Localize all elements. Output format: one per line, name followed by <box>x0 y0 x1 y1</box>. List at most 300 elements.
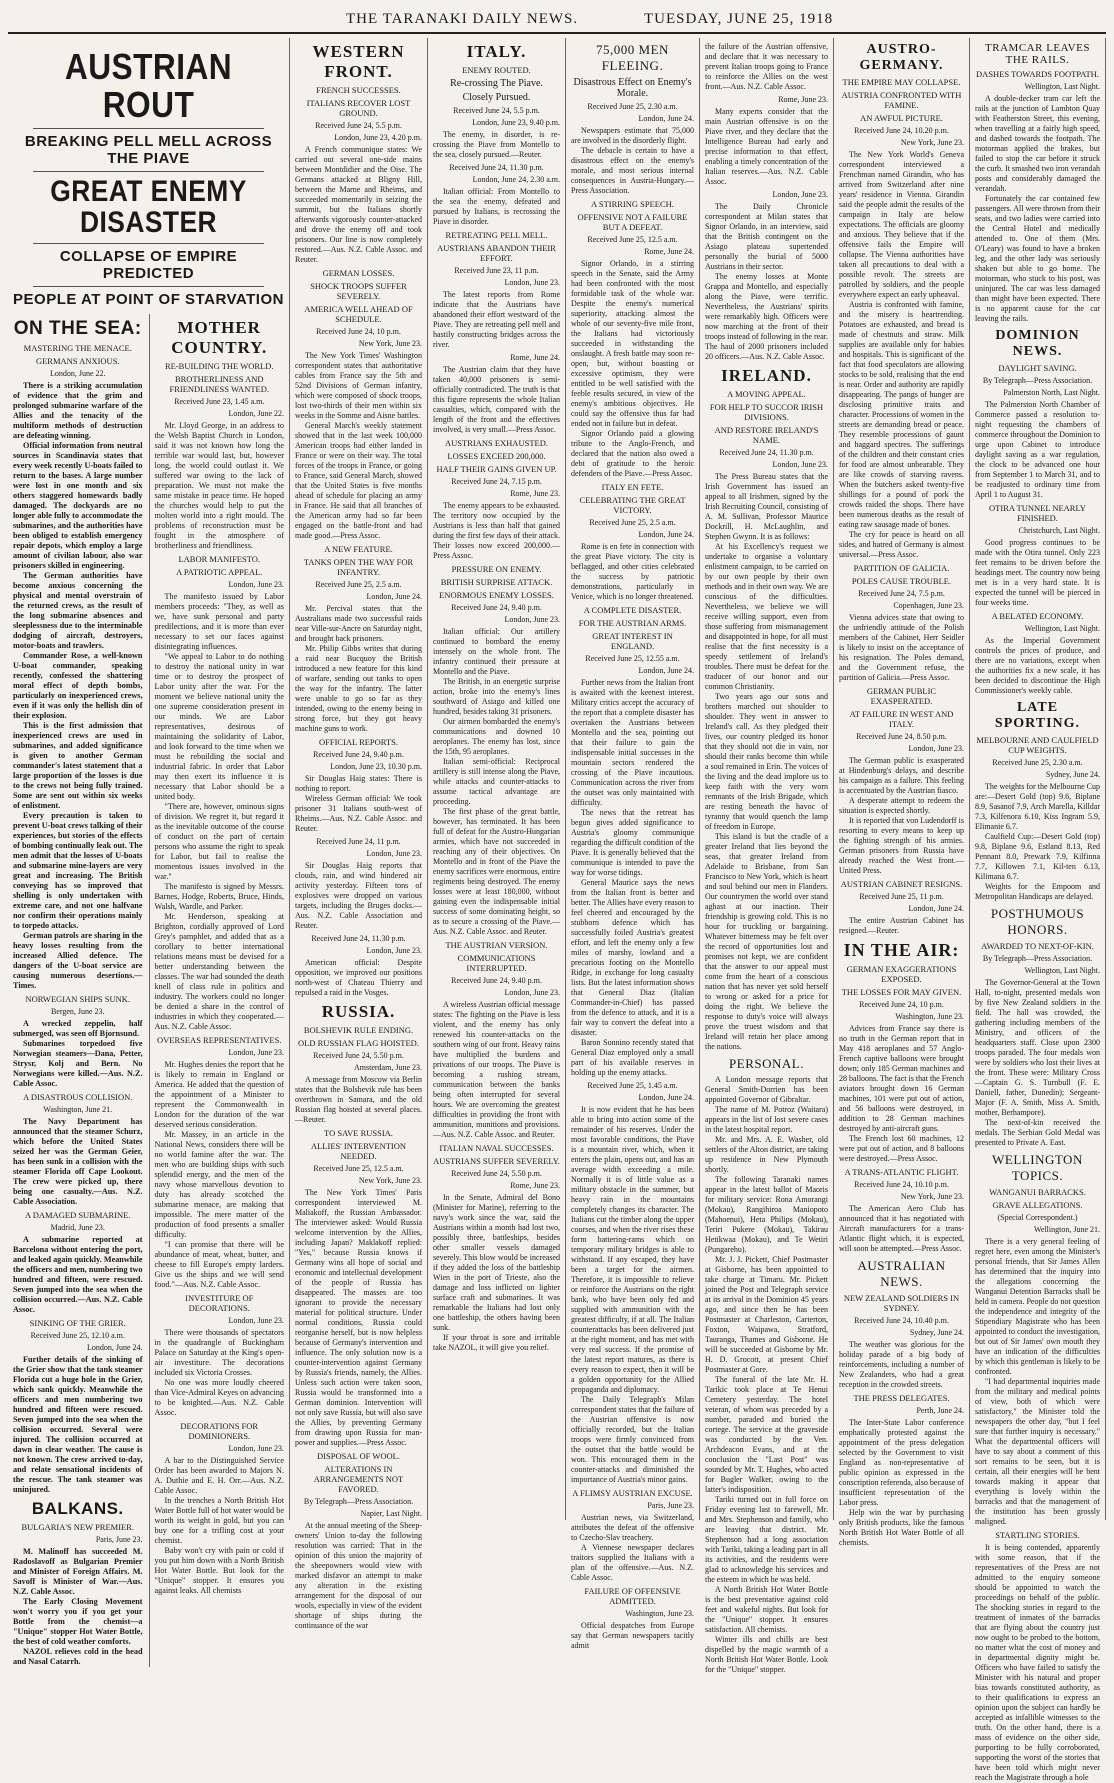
dateline: Received June 24, 7.5 p.m. <box>858 589 945 598</box>
paragraph: The Daily Chronicle correspondent at Milan states that Signor Orlando, in an interview, said that the British contingent on the Asiago plateau supertended personally the burial of 5000 Austrians in their sector. <box>705 202 828 271</box>
fleeing-heading: 75,000 MEN FLEEING. <box>596 42 669 73</box>
paragraph: It is now evident that he has been able to bring into action some of the remainder of his reserves. Under the most favorable conditions, the Piave is a mountain river, which, when it enters the plain, opens out, and has an average width exceeding a mile. Normally it is of little value as a military obstacle in the summer, but heavy rain in the mountains completely changes its character. The Italians cut the timber along the upper courses, and when the river rises these form battering-rams which on temporary military bridges is able to withstand. If any escaped, they have been a target for the airmen. Therefore, it is impossible to relieve or reinforce the Austrians on the right bank, who have been only fed and supplied with ammunition with the greatest difficulty, if at all. The Italian counterattacks has been delivered just at the right moment, and has met with very real success. If the promise of the latest report matures, as there is every reason to expect, then it will be a golden opportunity for the Allied propaganda and diplomacy. <box>571 1105 694 1394</box>
paragraph: The Palmerston North Chamber of Commerce passed a resolution to-night requesting the chambers of commerce throughout the Dominion to urge upon Cabinet to introduce daylight saving as a war regulation, the clock to be advanced one hour from September 1 to March 31, and to be readjusted to ordinary time from April 1 to August 31. <box>975 400 1100 499</box>
paragraph: General March's weekly statement showed that in the last week 100,000 American troops had either landed in France or were on their way. The total forces of the troops in France, or going to France, said General March, showed that the United States is five months ahead of schedule for placing an army in France. He said that all branches of the American army had so far been engaged on the battle-front and had made good.—Press Assoc. <box>295 421 422 540</box>
paragraph: The news that the retreat has begun gives added significance to Austria's gloomy communique regarding the difficult condition of the Piave. It is generally believed that the communique is intended to pave the way for worse tidings. <box>571 808 694 877</box>
paragraph: A wireless Austrian official message states: The fighting on the Piave is less violent, and the enemy has only renewed his counter-attacks on the southern wing of our front. Heavy rains have multiplied the burdens and privations of our troops. The Piave is becoming a rushing stream, communication between the banks being often interrupted for several hours. We are overcoming the greatest difficulties in providing the front with ammunition, munitions and provisions.—Aus. N.Z. Cable Assoc. and Reuter. <box>433 1000 560 1139</box>
advertisement: If your throat is sore and irritable take NAZOL, it will give you relief. <box>433 1333 560 1352</box>
dateline: London, June 23. <box>366 849 422 858</box>
paragraph: The funeral of the late Mr. H. Tarikic took place at Te Henui Cemetery yesterday. The hotel veteran, of whom was preceded by a number, paraded and buried the cortege. The service at the graveside was conducted by the Ven. Archdeacon Evans, and at the conclusion the "Last Post" was sounded by Mr. T. Hughes, who acted for Bugler Walker, owing to the latter's indisposition. <box>705 1375 828 1494</box>
subheading: AUSTRIAN CABINET RESIGNS. <box>840 879 963 889</box>
paragraph: The German authorities have become anxious concerning the physical and mental overstrain of the returned crews, as the result of the long submarine absences and sleeplessness due to the interminable dodging of aircraft, destroyers, motor-boats and trawlers. <box>13 570 143 650</box>
subheading: AUSTRIA CONFRONTED WITH FAMINE. <box>841 90 962 110</box>
paragraph: Good progress continues to be made with the Otira tunnel. Only 223 feet remains to be driven before the headings meet. The country now being met is in a very hard state. It is expected the tunnel will be pierced in four weeks time. <box>975 538 1100 607</box>
paragraph: At the annual meeting of the Sheep-owners' Union to-day the following resolution was carried: That in the opinion of this union the majority of the sheepowners would view with marked disfavor an attempt to make any alteration in the existing arrangement for the disposal of our wools, especially in view of the evident shortage of ships during the continuance of the war <box>295 1521 422 1630</box>
paragraph: The German public is exasperated at Hindenburg's delays, and describe his campaign as a failure. This feeling is accentuated by the Austrian fiasco. <box>839 756 964 795</box>
subheading: AWARDED TO NEXT-OF-KIN. <box>981 941 1094 951</box>
dateline: Wellington, Last Night. <box>1024 82 1100 91</box>
paragraph: The following Taranaki names appear in the latest ballot of Maoris for military service: Rona Amorangi (Mokau), Rangihiroa Maniopoto (Mahoenui), Heta Philips (Mokau), Teriri Pukere (Mokau), Takirau Hetikwaa (Mokau), and Te Wetiri (Pungarehu). <box>705 1175 828 1254</box>
subheading: INVESTITURE OF DECORATIONS. <box>185 1292 254 1313</box>
subheading: GREAT INTEREST IN ENGLAND. <box>592 631 673 651</box>
posthumous-heading: POSTHUMOUS HONORS. <box>990 906 1085 937</box>
paragraph: Caulfield Cup:—Desert Gold (top) 9.8, Biplane 9.6, Estland 8.13, Red Pennant 8.0, Prewark 7.9, Kilfinna 7.7, Killowen 7.1, Kil-ten 6.13, Kilimana 6.7. <box>975 832 1100 881</box>
paragraph: The next-of-kin received the medals. The Serbian Gold Medal was presented to Private A. East. <box>975 1118 1100 1147</box>
paragraph: "I can promise that there will be abundance of meat, wheat, butter, and cheese to fill Europe's empty larders. Give us the ships and we will send food."—Aus. N.Z. Cable Assoc. <box>154 1239 284 1289</box>
subheading: AMERICA WELL AHEAD OF SCHEDULE. <box>304 304 413 324</box>
dateline: By Telegraph—Press Association. <box>303 1497 414 1506</box>
subheading: WANGANUI BARRACKS. <box>989 1187 1086 1197</box>
paragraph: Austrian news, via Switzerland, attributes the defeat of the offensive to Czecho-Slav treachery. <box>571 1513 694 1542</box>
subheading: A NEW FEATURE. <box>324 544 393 554</box>
dateline: Received June 25, 2.5 a.m. <box>589 518 676 527</box>
dateline: Received June 24, 8.50 p.m. <box>856 732 947 741</box>
paragraph: M. Malinoff has succeeded M. Radoslavoff as Bulgarian Premier and Minister of Foreign Affairs. M. Savoff is Minister of War.—Aus. N.Z. Cable Assoc. <box>13 1546 143 1596</box>
dateline: Received June 24, 11.30 p.m. <box>449 163 544 172</box>
dateline: Sydney, June 24. <box>909 1328 964 1337</box>
subheading: AND RESTORE IRELAND'S NAME. <box>714 425 819 445</box>
paragraph: As the Imperial Government controls the prices of produce, and there are no variations, except when the authorities fix a new scale, it has been decided to discontinue the High Commissioner's weekly cable. <box>975 636 1100 695</box>
headline-starvation: PEOPLE AT POINT OF STARVATION <box>13 290 284 308</box>
subheading: FRENCH SUCCESSES. <box>316 85 401 95</box>
paragraph: Mr. J. J. Pickett, Chief Postmaster at Gisborne, has been appointed to take charge at Timaru. Mr. Pickett joined the Post and Telegraph service at its arrival in the Dominion 45 years ago, and since then he has been Postmaster at Charleston, Carterton, Foxton, Waipawa, Stratford, Tauranga, Thames and Gisborne. He will be succeeded at Gisborne by Mr. H. D. Grocott, at present Chief Postmaster at Gore. <box>705 1255 828 1374</box>
in-the-air-heading: IN THE AIR: <box>843 940 960 960</box>
subheading: THE AUSTRIAN VERSION. <box>445 940 548 950</box>
dateline: Paris, June 23. <box>647 1501 694 1510</box>
subheading: THE LOSSES FOR MAY GIVEN. <box>841 987 962 997</box>
dateline: Rome, June 23. <box>510 1181 560 1190</box>
dateline: Received June 24, 5.50 p.m. <box>451 1169 542 1178</box>
paragraph: Signor Orlando paid a glowing tribute to the Anglo-French, and declared that the nation also owed a debt of gratitude to the heroic defenders of the Piave.—Press Assoc. <box>571 429 694 478</box>
column-italy <box>428 38 566 1520</box>
subheading: PRESSURE ON ENEMY. <box>451 564 542 574</box>
paragraph: The Navy Department has announced that the steamer Schurz, which before the United States seized her was the German Geier, has been sunk in a collision with the steamer Florida off Cape Lookout. The crew were picked up, there being one casualty.—Aus. N.Z. Cable Association. <box>13 1116 143 1206</box>
dateline: London, June 24. <box>638 530 694 539</box>
subheading: ITALIANS RECOVER LOST GROUND. <box>306 98 411 118</box>
dateline: Madrid, June 23. <box>50 1222 105 1232</box>
paragraph: The Austrian claim that they have taken 40,000 prisoners is semi-officially contradicted. The truth is that this figure represents the whole Italian casualties, which, compared with the length of the front and the effectives involved, is very small.—Press Assoc. <box>433 365 560 434</box>
mother-country-article <box>149 314 285 1667</box>
subheading: A MOVING APPEAL. <box>727 389 806 399</box>
subheading: STARTLING STORIES. <box>995 1530 1080 1540</box>
dateline: Christchurch, Last Night. <box>1018 526 1100 535</box>
paragraph: The name of M. Potroz (Waitara) appears in the list of lost severe cases in the latest hospital report. <box>705 1105 828 1134</box>
balkans-heading: BALKANS. <box>31 1498 124 1518</box>
paragraph: "I had departmental inquiries made from the military and medical points of view, both of which were satisfactory," the Minister told the newspapers the other day, "but I feel sure that further inquiry is necessary." What the departmental officers will have to say about a comment of this sort remains to be seen, but it is certain, all their energies will be bent towards making it appear that everything is lovely within the barracks and that the management of the institution has been grossly maligned. <box>975 1377 1100 1526</box>
paragraph: The New York Times' Washington correspondent states that authoritative cables from France say the 5th and 52nd Divisions of German infantry, which were composed of shock troops, lost two-thirds of their men within six weeks in the Somme and Aisne battles. <box>295 351 422 420</box>
column-dominion-news <box>970 38 1106 1782</box>
subheading: RETREATING PELL MELL. <box>445 230 548 240</box>
paragraph: A double-decker tram car left the rails at the junction of Lambton Quay with Featherston Street, this evening, when travelling at a fairly high speed, and dashed towards the footpath. The motorman applied the brakes, but failed to stop the car before it struck the curb. It smashed two iron verandah posts and considerably damaged the verandah. <box>975 94 1100 193</box>
subheading: BULGARIA'S NEW PREMIER. <box>21 1521 135 1532</box>
subheading: A COMPLETE DISASTER. <box>583 605 682 615</box>
dateline: London, June 23, 10.30 p.m. <box>330 762 422 771</box>
paragraph: The British, in an energetic surprise action, broke into the enemy's lines southward of Asiago and killed one hundred, besides taking 31 prisoners. <box>433 677 560 716</box>
dateline: London, June 23. <box>228 579 284 589</box>
subheading: DECORATIONS FOR DOMINIONERS. <box>180 1420 259 1441</box>
dateline: By Telegraph—Press Association. <box>982 376 1093 385</box>
dateline: By Telegraph—Press Association. <box>982 954 1093 963</box>
headline-breaking: BREAKING PELL MELL ACROSS THE PIAVE <box>24 132 273 167</box>
dateline: London, June 22. <box>228 408 284 418</box>
dateline: Received June 25, 1.45 a.m. <box>587 1081 678 1090</box>
paragraph: Fortunately the car contained few passengers. All were thrown from their seats, and two ladies were carried into the Central Hotel and medically attended to. One of them (Mrs. O'Leary) was found to have a broken leg, and the other lady was seriously shaken but able to go home. The motorman, who stuck to his post, was uninjured. The car was less damaged than might have been expected. There is no apparent cause for the car leaving the rails. <box>975 194 1100 323</box>
subheading: GERMAN PUBLIC EXASPERATED. <box>866 686 937 706</box>
subheading: HALF THEIR GAINS GIVEN UP. <box>436 464 557 474</box>
subheading: AUSTRIANS SUFFER SEVERELY. <box>433 1156 560 1166</box>
paragraph: No one was more loudly cheered than Vice-Admiral Keyes on advancing to be knighted.—Aus. N.Z. Cable Assoc. <box>154 1377 284 1417</box>
subheading: DISPOSAL OF WOOL. <box>317 1451 400 1461</box>
subheading: OVERSEAS REPRESENTATIVES. <box>157 1034 282 1045</box>
paragraph: This is the first admission that inexperienced crews are used in submarines, and added significance is given to another German commander's latest statement that a large proportion of the losses is due to the crews not being fully trained. Some are sent out within six weeks of enlistment. <box>13 720 143 810</box>
paragraph: The manifesto issued by Labor members proceeds: "They, as well as we, have sunk personal and party predilections, and it is more than ever necessary to set our faces against disintegrating influences. <box>154 591 284 651</box>
dateline: London, June 24. <box>638 114 694 123</box>
paragraph: The enemy appears to be exhausted. The territory now occupied by the Austrians is less than half that gained during the first few days of their attack. Their losses now exceed 200,000.—Press Assoc. <box>433 501 560 560</box>
dateline: Received June 24, 10.40 p.m. <box>854 1316 949 1325</box>
russia-heading: RUSSIA. <box>321 1002 396 1021</box>
column-austro-germany <box>834 38 970 1547</box>
paragraph: A London message reports that General Smith-Dorrien has been appointed Governor of Gibraltar. <box>705 1075 828 1104</box>
column-1 <box>8 38 290 1666</box>
dateline: London, June 24. <box>908 904 964 913</box>
dateline: New York, June 23. <box>358 1176 422 1185</box>
dateline: Received June 23, 11 p.m. <box>454 266 539 275</box>
paragraph: Further news from the Italian front is awaited with the keenest interest. Military critics accept the accuracy of the report that a complete disaster has overtaken the Austrians between Montello and the sea, pointing out that their failure to gain the indispensable initial successes in the mountain sectors rendered the crossing of the Piave incautious. Communication across the river from the outset was only maintained with difficulty. <box>571 678 694 807</box>
subheading: SINKING OF THE GRIER. <box>29 1317 126 1328</box>
ireland-heading: IRELAND. <box>721 366 812 385</box>
subheading: AN AWFUL PICTURE. <box>860 113 943 123</box>
dateline: London, June 24. <box>638 666 694 675</box>
paragraph: The Inter-State Labor conference emphatically protested against the appointment of the press delegation selected by the Government to visit England as non-representative of public opinion as expressed in the conscription referenda, also because of insufficient representation of the Labor press. <box>839 1418 964 1507</box>
subheading: A FLIMSY AUSTRIAN EXCUSE. <box>572 1488 693 1498</box>
subheading: ALLIES' INTERVENTION NEEDED. <box>310 1141 407 1161</box>
dateline: London, June 24. <box>638 1093 694 1102</box>
paragraph: Advices from France say there is no truth in the German report that in May 418 aeroplanes and 57 Anglo-French captive balloons were brought down; only 185 German machines and 28 balloons. The fact is that the French aviators brought down 16 German machines, 101 were put out of action, and 56 balloons were destroyed, in addition to 28 German machines destroyed by anti-aircraft guns. <box>839 1024 964 1133</box>
dateline: Received June 24, 9.40 p.m. <box>451 976 542 985</box>
paragraph: The French lost 60 machines, 12 were put out of action, and 8 balloons were destroyed.—Press Assoc. <box>839 1134 964 1163</box>
subheading: ENEMY ROUTED. <box>462 65 531 75</box>
paragraph: Italian semi-official: Reciprocal artillery is still intense along the Piave, while attacks and counter-attacks to assume tactical advantage are proceeding. <box>433 757 560 806</box>
subheading: Closely Pursued. <box>462 92 531 103</box>
tramcar-heading: TRAMCAR LEAVES THE RAILS. <box>985 42 1090 66</box>
dateline: Received June 24, 11.30 p.m. <box>719 448 814 457</box>
paragraph: The weather was glorious for the holiday parade of a big body of reinforcements, including a number of New Zealanders, who had a great reception in the crowded streets. <box>839 1340 964 1389</box>
paragraph: General Maurice says the news from the Italian front is better and better. The Allies have every reason to feel cheered and encouraged by the stubborn defence which has successfully foiled Austria's greatest effort, and left the enemy only a few miles of marshy, lowland and a precarious footing on the Montello Ridge, in exchange for long casualty lists. But the latest information shows that General Diaz (Italian Commander-in-Chief) has passed from the defence to attack, and it is a fair way to convert the defeat into a disaster. <box>571 878 694 1037</box>
paragraph: Official information from neutral sources in Scandinavia states that every week recently U-boats failed to return to the bases. A large number were lost in one month and six others staggered homewards badly damaged. The dockyards are no longer able fully to accommodate the submarines, and the authorities have been obliged to establish emergency repair depots, which employ a large amount of civilian labour, also war prisoners skilled in engineering. <box>13 440 143 570</box>
dateline: Rome, June 23. <box>510 489 560 498</box>
austro-germany-heading: AUSTRO-GERMANY. <box>859 42 944 73</box>
paragraph: A bar to the Distinguished Service Order has been awarded to Majors N. A. Duthie and E. H. Orr.—Aus. N.Z. Cable Assoc. <box>154 1455 284 1495</box>
paragraph: A Viennese newspaper declares traitors supplied the Italians with a plan of the offensive.—Aus. N.Z. Cable Assoc. <box>571 1543 694 1582</box>
dateline: London, June 23. <box>908 744 964 753</box>
dateline: Received June 24, 9.40 p.m. <box>313 750 404 759</box>
divider <box>33 286 264 287</box>
subheading: DASHES TOWARDS FOOTPATH. <box>976 69 1099 79</box>
dateline: Received June 25, 12.5 a.m. <box>587 235 678 244</box>
dateline: Rome, June 24. <box>510 353 560 362</box>
paragraph: Mr. Massey, in an article in the National News, considers there will be no world famine after the war. The men who are building ships with such splendid energy, and the men of the navy whose marvellous devotion to duty has already scotched the submarine menace, are making that impossible. The mere matter of the production of food presents a smaller difficulty. <box>154 1129 284 1239</box>
headline-collapse: COLLAPSE OF EMPIRE PREDICTED <box>59 247 238 282</box>
dateline: London, June 23. <box>504 988 560 997</box>
paragraph: The Daily Telegraph's Milan correspondent states that the failure of the Austrian offensive is now officially recorded, but the Italian troops were firmly convinced from the outset that the battle would be won. This encouraged them in the counter-attacks and diminished the importance of Austria's minor gains. <box>571 1395 694 1484</box>
subheading: OTIRA TUNNEL NEARLY FINISHED. <box>989 503 1086 523</box>
issue-date: TUESDAY, JUNE 25, 1918 <box>644 11 834 27</box>
dateline: London, June 23, 9.40 p.m. <box>472 118 560 127</box>
dateline: Received June 24, 7.15 p.m. <box>451 477 542 486</box>
divider <box>33 243 264 244</box>
subheading: TANKS OPEN THE WAY FOR INFANTRY. <box>303 557 414 577</box>
personal-heading: PERSONAL. <box>729 1056 804 1071</box>
subheading: A BELATED ECONOMY. <box>991 611 1084 621</box>
headline-austrian-rout: AUSTRIAN ROUT <box>64 46 233 125</box>
paragraph: Many experts consider that the main Austrian offensive is on the Piave river, and they declare that the Intelligence Bureau had early and precise information to that effect, enabling a timely concentration of the Italian reserves.—Aus. N.Z. Cable Assoc. <box>705 107 828 186</box>
dateline: Received June 24, 5.5 p.m. <box>453 106 540 115</box>
dateline: London, June 22. <box>49 368 106 378</box>
dateline: Received June 25, 2.30 a.m. <box>587 102 678 111</box>
dateline: Received June 24, 5.50 p.m. <box>313 1051 404 1060</box>
paragraph: Weights for the Empoom and Metropolitan Handicaps are delayed. <box>975 882 1100 901</box>
dateline: London, June 23. <box>772 460 828 469</box>
dateline: Received June 25, 11 p.m. <box>859 892 944 901</box>
late-sporting-heading: LATE SPORTING. <box>994 700 1081 731</box>
dateline: London, June 24. <box>366 592 422 601</box>
subheading: ENORMOUS ENEMY LOSSES. <box>439 590 554 600</box>
paragraph: The first phase of the great battle, however, has terminated. It has been full of defeat for the Austro-Hungarian armies, which have not succeeded in reaching any of their objectives. On Montello and in front of the Piave the enemy sacrifices were enormous, entire regiments being destroyed. The enemy losses were at least 180,000, without gaining even the indispensable initial success of some dominating height, so as to secure a crossing of the Piave.—Aus. N.Z. Cable Assoc. and Reuter. <box>433 807 560 936</box>
dateline: Received June 25, 12.5 a.m. <box>313 1164 404 1173</box>
paragraph: Sir Douglas Haig reports that clouds, rain, and wind hindered air activity yesterday. Fifteen tons of explosives were dropped on various targets, including the Bruges docks.—Aus. N.Z. Cable Association and Reuter. <box>295 861 422 930</box>
subheading: AUSTRIANS ABANDON THEIR EFFORT. <box>437 243 556 263</box>
paragraph: American official: Despite opposition, we improved our positions north-west of Chateau Thierry and repulsed a raid in the Vosges. <box>295 958 422 997</box>
paragraph: There is a very general feeling of regret here, even among the Minister's personal friends, that Sir James Allen has determined that the inquiry into the allegations concerning the Wanganui Detention Barracks shall be held in camera. People do not question the independence and integrity of the Stipendiary Magistrate who has been appointed to conduct the investigation, but out of Sir James' own mouth they have an indication of the difficulties by which this gentleman is likely to be confronted. <box>975 1237 1100 1376</box>
column-75000-men <box>566 38 700 1650</box>
italy-heading: ITALY. <box>466 42 527 61</box>
dateline: Amsterdam, June 23. <box>354 1063 422 1072</box>
australian-news-heading: AUSTRALIAN NEWS. <box>857 1258 946 1289</box>
subheading: Disastrous Effect on Enemy's Morale. <box>573 77 692 99</box>
subheading: A DISASTROUS COLLISION. <box>23 1091 133 1102</box>
paragraph: "We appeal to Labor to do nothing to destroy the national unity in war time or to destroy the prospect of Labor unity after the war. For the moment we believe national unity the one supreme consideration present in our minds. We are Labor representatives, desirous of maintaining the solidarity of Labor, and look forward to the time when we must be rebuilding the social and industrial fabric. In order that Labor may then exert its influence it is necessary that Labor should be a united body. <box>154 651 284 801</box>
paragraph: "There are, however, ominous signs of division. We regret it, but regard it as the inevitable outcome of the course of conduct on the part of certain persons who assume the right to speak for Labor, but fail to realise the momentous issues involved in the war." <box>154 801 284 881</box>
western-front-heading: WESTERN FRONT. <box>312 42 405 81</box>
subheading: TO SAVE RUSSIA. <box>324 1128 393 1138</box>
dateline: Washington, June 23. <box>895 1012 964 1021</box>
dateline: New York, June 23. <box>900 1192 964 1201</box>
paragraph: The American Aero Club has announced that it has negotiated with Aircraft manufacturers for a trans-Atlantic flight which, it is expected, will soon be attempted.—Press Assoc. <box>839 1204 964 1253</box>
subheading: PARTITION OF GALICIA. <box>853 563 950 573</box>
paragraph: Every precaution is taken to prevent U-boat crews talking of their experiences, but stories of the effects of bombing continually leak out. The men admit that the losses of U-boats and submarine mine-layers are very great and increasing. The British conveying has so improved that shelling is only undertaken with extreme care, and not one halfvane nor confirm their operations mainly to torpedo attacks. <box>13 810 143 930</box>
dateline: Received June 24, 10 p.m. <box>859 1000 944 1009</box>
paragraph: The weights for the Melbourne Cup are:—Desert Gold (top) 9.6, Biplane 8.9, Sasanof 7.9, Arch Marella, Killdar 7.3, Kilfenora 6.10, Kiss Ingram 5.9, Elimanie 6.7. <box>975 782 1100 831</box>
dateline: London, June 23. <box>772 190 828 199</box>
paragraph: A message from Moscow via Berlin states that the Bolshevik rule has been overthrown in Samara, and the old Russian flag hoisted at several places.—Reuter. <box>295 1075 422 1124</box>
subheading: OLD RUSSIAN FLAG HOISTED. <box>298 1038 419 1048</box>
paragraph: The New York World's Geneva correspondent interviewed a Frenchman named Girandin, who has arrived from Switzerland after nine years' residence in Vienna. Girandin said the people admit the results of the campaign in Italy are below expectations. The officials are gloomy and anxious. They believe that if the offensive fails the Empire will collapse. The Vienna authorities have taken all precautions to deal with a possible revolt. The streets are patrolled by soldiers, and the people everywhere expect an early upheaval. <box>839 150 964 299</box>
paragraph: The New York Times' Paris correspondent interviewed M. Maliakoff, the Russian Ambassador. The interviewer asked: Would Russia welcome intervention by the Allies, including Japan? Maklakoff replied: "Yes," because Russia knows if Germany wins all hope of social and economic and intellectual development of the people of Russia has disappeared. The masses are too ignorant to provide the necessary material for political structure. Under normal conditions, Russia could reorganise herself, but is now helpless because of Germany's intervention and influence. The only solution now is a counter-intervention against Germany by Russia's friends, namely, the Allies. Unless such action were taken soon, Russia would be transformed into a German dominion. Intervention will not only save Russia, but will also save the Allies, by preventing Germany from drawing upon Russia for man-power and supplies.—Press Assoc. <box>295 1188 422 1447</box>
subheading: SHOCK TROOPS SUFFER SEVERELY. <box>310 281 407 301</box>
dateline: London, June 23. <box>504 278 560 287</box>
dateline: Rome, June 24. <box>644 247 694 256</box>
subheading: ALTERATIONS IN ARRANGEMENTS NOT FAVORED. <box>313 1464 404 1494</box>
subheading: NEW ZEALAND SOLDIERS IN SYDNEY. <box>843 1293 960 1313</box>
subheading: GERMAN LOSSES. <box>322 268 395 278</box>
dateline: London, June 23. <box>228 1047 284 1057</box>
dominion-news-heading: DOMINION NEWS. <box>995 328 1080 359</box>
divider <box>33 128 264 129</box>
paragraph: Austria is confronted with famine, and the misery is heartrending. Potatoes are exhausted, and bread is made of chestnuts and straw. Milk supplies are available only for babies and hospitals. This is significant of the fact that food speculators are allowing stocks to be sold, realising that the end is near. Order and authority are rapidly disappearing. The pangs of hunger are disclosing primitive traits and character. Processions of women in the streets are demanding bread or peace. They resemble processions of gaunt and haggard spectres. The sufferings of the children and their constant cries for food are almost unbearable. They are like crowds of starving ravens. When the butchers asked twenty-five shillings for a pound of pork the crowds raided the shops. There have been numerous deaths as the result of eating raw sausage made of bones. <box>839 300 964 529</box>
subheading: FOR THE AUSTRIAN ARMS. <box>578 618 687 628</box>
dateline: Paris, June 23. <box>95 1534 143 1544</box>
advertisement: NAZOL relieves cold in the head and Nasal Catarrh. <box>13 1646 143 1666</box>
paragraph: the failure of the Austrian offensive, and declare that it was necessary to prevent Italian troops going to France to reinforce the Allies on the west front.—Aus. N.Z. Cable Assoc. <box>705 42 828 91</box>
dateline: Received June 24, 10 p.m. <box>316 327 401 336</box>
subheading: OFFICIAL REPORTS. <box>319 737 398 747</box>
paragraph: Mr. Lloyd George, in an address to the Welsh Baptist Church in London, said it was not known how long the terrible war would last, but, however long, the world could outlast it. We suffered war owing to the lack of preparation. We must not make the same mistake in peace time. He hoped the churches would help to put the molten world into a right mould. The problems of reconstruction must be fought in the atmosphere of brotherliness and friendliness. <box>154 420 284 550</box>
subheading: BROTHERLINESS AND FRIENDLINESS WANTED. <box>169 373 269 394</box>
dateline: Perth, June 24. <box>916 1406 964 1415</box>
paragraph: Our airmen bombarded the enemy's communications and downed 10 aeroplanes. The enemy has lost, since the 15th, 95 aeroplanes. <box>433 717 560 756</box>
advertisement: A North British Hot Water Bottle is the best preventative against cold feet and wakeful nights. But look for the "Unique" stopper. It ensures satisfaction. All chemists. <box>705 1585 828 1634</box>
dateline: Received June 25, 12.10 a.m. <box>30 1330 125 1340</box>
dateline: Received June 24, 10.20 p.m. <box>854 126 949 135</box>
dateline: Received June 23, 1.45 a.m. <box>174 396 265 406</box>
paragraph: Commander Rose, a well-known U-boat commander, speaking recently, confessed the shattering moral effect of depth bombs, particularly on inexperienced crews, even if it was only the hellish din of their explosion. <box>13 650 143 720</box>
paragraph: A French communique states: We carried out several one-side mains between Montdidier and the Oise. The Germans attacked at Bligny Hill, between the Marne and Rheims, and succeeded momentarily in seizing the summit, but the Italians shortly afterwards vigorously counter-attacked and drove the enemy off and took prisoners. Our line is now completely restored.—Aus. N.Z. Cable Assoc. and Reuter. <box>295 145 422 264</box>
paragraph: It is being contended, apparently with some reason, that if the representatives of the Press are not admitted to the enquiry someone should be appointed to watch the proceedings on behalf of the public. The shocking stories in regard to the treatment of inmates of the barracks that are flying about the country just now ought to be probed to the bottom, no matter what the cost of money and in departmental dignity might be. Officers who have failed to satisfy the Minister with his natural and proper bias towards constituted authority, as to their qualifications to express an opinion upon the subject can hardly be accepted as infallible witnesses to the truth. On the other hand, there is a mass of evidence on the other side, purporting to be fully corroborated, supporting the worst of the stories that have been told which might never reach the Magistrate through a hole <box>975 1543 1100 1782</box>
dateline: London, June 23. <box>504 615 560 624</box>
newspaper-title: THE TARANAKI DAILY NEWS. <box>346 11 579 27</box>
dateline: London, June 23. <box>366 946 422 955</box>
paragraph: Official despatches from Europe say that German newspapers tacitly admit <box>571 1621 694 1650</box>
paragraph: Two years ago our sons and brothers marched out shoulder to shoulder. They went in answer to Ireland's call. As they pledged their lives, our country pledged its honor that they should not die in vain, nor should their ranks become thin while a soul remained in Erin. The voices of the living and the dead implore us to keep faith with the very worn remnants of the Irish Brigade, which are resting beneath the havoc of tyranny that would quench the lamp of freedom in Europe. <box>705 692 828 831</box>
subheading: FOR HELP TO SUCCOR IRISH DIVISIONS. <box>709 402 824 422</box>
dateline: Wellington, Last Night. <box>1024 966 1100 975</box>
dateline: Washington, June 21. <box>43 1104 113 1114</box>
mother-country-heading: MOTHER COUNTRY. <box>171 317 268 357</box>
paragraph: Mr. Henderson, speaking at Brighton, cordially approved of Lord Grey's pamphlet, and added that as a corollary to better international relations means must be devised for a better understanding between the classes. The war had sounded the death knell of class rule in politics and industry. The workers could no longer be denied a share in the control of industries in which they cooperated.—Aus. N.Z. Cable Assoc. <box>154 911 284 1031</box>
subheading: A PATRIOTIC APPEAL. <box>176 566 263 577</box>
subheading: AT FAILURE IN WEST AND ITALY. <box>849 709 954 729</box>
advertisement: Help win the war by purchasing only British products, like the famous North British Hot Water Bottle of all chemists. <box>839 1508 964 1547</box>
wellington-topics-heading: WELLINGTON TOPICS. <box>992 1152 1083 1183</box>
subheading: NORWEGIAN SHIPS SUNK. <box>25 993 131 1004</box>
paragraph: Mr. and Mrs. A. E. Washer, old settlers of the Alton district, are taking up residence in New Plymouth shortly. <box>705 1135 828 1174</box>
dateline: London, June 23. <box>228 1443 284 1453</box>
dateline: Received June 25, 12.55 a.m. <box>585 654 680 663</box>
subheading: BRITISH SURPRISE ATTACK. <box>440 577 553 587</box>
paragraph: Mr. Hughes denies the report that he is likely to remain in England or America. He added that the question of the appointment of a Minister to represent the Commonwealth in London for the duration of the war deserved serious consideration. <box>154 1059 284 1129</box>
dateline: Received June 25, 2.5 a.m. <box>315 580 402 589</box>
paragraph: The Press Bureau states that the Irish Government has issued an appeal to all Irishmen, signed by the Irish Recruiting Council, consisting of A. M. Sullivan, Professor Maurice Dockrill, H. McLaughlin, and Stephen Gwynn. It is as follows: <box>705 472 828 541</box>
dateline: Wellington, June 21. <box>1033 1225 1100 1234</box>
paragraph: Signor Orlando, in a stirring speech in the Senate, said the Army had been confronted with the most formidable task of the whole war. Despite the enemy's numerical superiority, attacking almost the whole of our seventy-five mile front, the Italians had victoriously succeeded in withstanding the onslaught. A fresh battle may soon re-open, but, without boasting or excessive optimism, they were entitled to be well satisfied with the feeble results secured, in view of the enemy's ambitious objectives. He could say the offensive thus far had ended not in failure but in defeat. <box>571 259 694 428</box>
advertisement: Winter ills and chills are best dispelled by the magic warmth of a North British Hot Water Bottle. Look for the "Unique" stopper. <box>705 1635 828 1674</box>
dateline: Received June 24, 11.30 p.m. <box>311 934 406 943</box>
dateline: London, June 24, 2.30 a.m. <box>472 175 560 184</box>
paragraph: In the Senate, Admiral del Bono (Minister for Marine), referring to the navy's work since the war, said the Austrians within a month had lost two, possibly three, battleships, besides other smaller vessels damaged severely. This blow would be increased if they added the loss of the battleship Wien in the port of Trieste, also the damage and loss inflicted on lighter surface craft and submarines. It was remarkable the Italians had lost only one battleship, the others having been sunk. <box>433 1193 560 1332</box>
dateline: New York, June 23. <box>358 339 422 348</box>
dateline: New York, June 23. <box>900 138 964 147</box>
subheading: GERMAN EXAGGERATIONS EXPOSED. <box>846 964 957 984</box>
column-western-front <box>290 38 428 1630</box>
subheading: CELEBRATING THE GREAT VICTORY. <box>579 495 686 515</box>
subheading: ITALIAN NAVAL SUCCESSES. <box>439 1143 554 1153</box>
advertisement: Baby won't cry with pain or cold if you put him down with a North British Hot Water Bottle. But look for the "Unique" stopper. It ensures you against leaks. All chemists <box>154 1545 284 1595</box>
paragraph: Sir Douglas Haig states: There is nothing to report. <box>295 774 422 793</box>
subheading: THE EMPIRE MAY COLLAPSE. <box>842 77 961 87</box>
subheading: BOLSHEVIK RULE ENDING. <box>303 1025 414 1035</box>
dateline: Received June 24, 10.10 p.m. <box>854 1180 949 1189</box>
subheading: AUSTRIANS EXHAUSTED. <box>445 438 548 448</box>
paragraph: The debacle is certain to have a disastrous effect on the enemy's morale, and most serious internal consequences in Austria-Hungary.—Press Association. <box>571 146 694 195</box>
subheading: ITALY EN FETE. <box>601 482 664 492</box>
dateline: Wellington, Last Night. <box>1024 624 1100 633</box>
dateline: London, June 23. <box>228 1315 284 1325</box>
subheading: RE-BUILDING THE WORLD. <box>164 360 274 371</box>
subheading: LOSSES EXCEED 200,000. <box>447 451 546 461</box>
dateline: Bergen, June 23. <box>50 1006 105 1016</box>
paragraph: Wireless German official: We took prisoner 31 Italians south-west of Rheims.—Aus. N.Z. Cable Assoc. and Reuter. <box>295 794 422 833</box>
paragraph: There is a striking accumulation of evidence that the grim and prolonged submarine warfare of the Allies and the tenacity of the multiform methods of destruction are defeating winning. <box>13 380 143 440</box>
sea-article <box>13 314 143 1667</box>
paragraph: Submarines torpedoed five Norwegian steamers—Dana, Petter, Strysr, Kolj and Bern. No Norwegians were killed.—Aus. N.Z. Cable Assoc. <box>13 1038 143 1088</box>
dateline: Sydney, June 24. <box>1045 770 1100 779</box>
dateline: Received June 25, 2.30 a.m. <box>992 758 1083 767</box>
subheading: POLES CAUSE TROUBLE. <box>851 576 952 586</box>
advertisement: The Early Closing Movement won't worry you if you get your Bottle from the chemist—a "Unique" stopper Hot Water Bottle, the best of cold weather comforts. <box>13 1596 143 1646</box>
paragraph: A wrecked zeppelin, half submerged, was seen off Bjornsund. <box>13 1018 143 1038</box>
subheading: A STIRRING SPEECH. <box>591 199 674 209</box>
paragraph: It is reported that von Ludendorff is resorting to every means to keep up the fighting strength of his armies. German prisoners from Russia have already reached the West front.—United Press. <box>839 816 964 875</box>
dateline: Copenhagen, June 23. <box>893 601 964 610</box>
dateline: Received June 24, 9.40 p.m. <box>451 603 542 612</box>
subheading: DAYLIGHT SAVING. <box>998 363 1077 373</box>
dateline: Rome, June 23. <box>778 95 828 104</box>
paragraph: The enemy, in disorder, is re-crossing the Piave from Montello to the sea, closely pursued.—Reuter. <box>433 130 560 159</box>
subheading: LABOR MANIFESTO. <box>178 553 261 564</box>
dateline: Palmerston North, Last Night. <box>1003 388 1100 397</box>
headline-great-disaster: GREAT ENEMY DISASTER <box>50 174 247 240</box>
masthead <box>8 6 1106 34</box>
column-ireland <box>700 38 834 1674</box>
paragraph: German patrols are sharing in the heavy losses resulting from the increased Allied defence. The dangers of the U-boat service are causing numerous desertions.—Times. <box>13 930 143 990</box>
paragraph: The latest reports from Rome indicate that the Austrians have abandoned their effort westward of the Piave. They are retreating pell mell and hastily constructing bridges across the river. <box>433 290 560 349</box>
paragraph: Vienna advices state that owing to the unfriendly attitude of the Polish members of the Cabinet, Herr Seidler is likely to insist on the acceptance of his resignation. The Poles demand, and the Government refuse, the partition of Galicia.—Press Assoc. <box>839 613 964 682</box>
paragraph: The entire Austrian Cabinet has resigned.—Reuter. <box>839 916 964 935</box>
subheading: MELBOURNE AND CAULFIELD CUP WEIGHTS. <box>976 735 1099 755</box>
paragraph: Tariki turned out in full force on Friday evening last to farewell, Mr. and Mrs. Stephenson and family, who are leaving that district. Mr. Stephenson had a long association with Tariki, taking a leading part in all its activities, and the residents were glad to acknowledge his services and the esteem in which he was held. <box>705 1495 828 1584</box>
dateline: London, June 24. <box>86 1342 143 1352</box>
subheading: FAILURE OF OFFENSIVE ADMITTED. <box>584 1586 681 1606</box>
paragraph: The Governor-General at the Town Hall, to-night, presented medals won by five New Zealand soldiers in the field. The hall was crowded, the gathering including members of the Ministry, and officers of the headquarters staff. Close upon 2300 troops paraded. The four medals won were by soldiers who lost their lives at the front. These were: Military Cross—Captain G. S. Turnbull (F. E. Daniell, father, Dunedin); Sergeant-Major (F. A. Smith, Miss A. Smith, mother, Berhampore). <box>975 978 1100 1117</box>
dateline: Napier, Last Night. <box>360 1509 422 1518</box>
sea-heading: ON THE SEA: <box>13 317 142 339</box>
paragraph: Newspapers estimate that 75,000 are involved in the disorderly flight. <box>571 126 694 145</box>
paragraph: The cry for peace is heard on all sides, and hatred of Germany is almost universal.—Press Assoc. <box>839 530 964 559</box>
dateline: (Special Correspondent.) <box>997 1213 1078 1222</box>
paragraph: Mr. Percival states that the Australians made two successful raids near Ville-sur-Ancre on Saturday night, and brought back prisoners. <box>295 604 422 643</box>
subheading: MASTERING THE MENACE. <box>23 342 132 353</box>
paragraph: A desperate attempt to redeem the situation is expected shortly. <box>839 796 964 815</box>
subheading: Re-crossing The Piave. <box>450 78 543 89</box>
paragraph: This island is but the cradle of a greater Ireland that lies beyond the seas, that greater Ireland from Adelaide to Brisbane, from San Francisco to New York, which is heart and soul behind our men in Flanders. Our countrymen the world over stand aghast at our inaction. Their friendship is growing cold. This is no hour for truckling or bargaining. Whatever bitterness may be felt over the record of opportunities lost and promises not kept, we are confident that the answer to our appeal must come from the heart of a conscious nation that has never yet sold herself to wrong or asked for a price for doing the right. We believe the response to duty's voice will always prove the truest wisdom and that Ireland will retain her place among the nations. <box>705 832 828 1051</box>
subheading: OFFENSIVE NOT A FAILURE BUT A DEFEAT. <box>577 212 688 232</box>
dateline: Washington, June 23. <box>625 1609 694 1618</box>
subheading: A DAMAGED SUBMARINE. <box>24 1209 131 1220</box>
subheading: GRAVE ALLEGATIONS. <box>992 1200 1083 1210</box>
paragraph: The manifesto is signed by Messrs. Barnes, Hodge, Roberts, Bruce, Hinds, Walsh, Wardle, and Parker. <box>154 881 284 911</box>
dateline: Received June 24, 5.5 p.m. <box>315 121 402 130</box>
advertisement: In the trenches a North British Hot Water Bottle full of hot water would be worth its weight in gold, but you can buy one for a trifling cost at your chemist. <box>154 1495 284 1545</box>
paragraph: Baron Sonnino recently stated that General Diaz employed only a small part of his available reserves in holding up the enemy attacks. <box>571 1038 694 1077</box>
